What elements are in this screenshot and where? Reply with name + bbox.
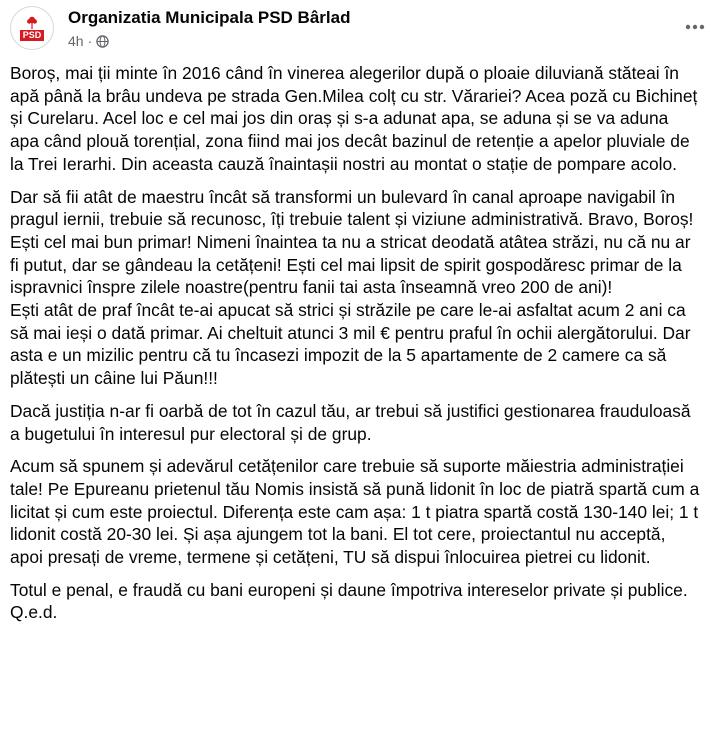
post-header [10, 6, 718, 52]
post-body [10, 62, 700, 634]
post-meta [68, 33, 109, 49]
page-avatar[interactable] [10, 6, 54, 50]
page-name-link[interactable]: Organizatia Municipala PSD Bârlad [68, 8, 351, 27]
logo-text: PSD [20, 30, 45, 41]
post-paragraph: Boroș, mai ții minte în 2016 când în vinerea alegerilor după o ploaie diluviană stăteai în apă până la brâu undeva pe strada Gen.Milea colț cu str. Vărariei? Acea poză cu Bichineț și Curelaru. Acel loc e cel mai jos din oraș și s-a adunat apa, se aduna și se va aduna apa când plouă torențial, zona fiind mai jos decât bazinul de retenție a apelor pluviale de la Trei Ierarhi. Din aceasta cauză înaintașii nostri au montat o stație de pompare acolo. [10, 63, 698, 174]
post-paragraph: Dacă justiția n-ar fi oarbă de tot în cazul tău, ar trebui să justifici gestionarea frauduloasă a bugetului în interesul pur electoral și de grup. [10, 400, 691, 444]
post-paragraph: Totul e penal, e fraudă cu bani europeni și daune împotriva intereselor private și publice. Q.e.d. [10, 579, 688, 623]
psd-rose-icon [24, 15, 40, 29]
meta-separator: · [87, 33, 93, 49]
more-options-button[interactable] [680, 12, 710, 42]
post-timestamp[interactable]: 4h [68, 33, 84, 49]
post-paragraph: Acum să spunem și adevărul cetățenilor care trebuie să suporte măiestria administrației tale! Pe Epureanu prietenul tău Nomis insistă să pună lidonit în loc de piatră spartă cum a licitat și cum este proiectul. Diferența este cam așa: 1 t piatra spartă costă 130-140 lei; 1 t lidonit costă 20-30 lei. Și așa ajungem tot la bani. El tot cere, proiectantul nu acceptă, apoi presați de vreme, termene și cetățeni, TU să dispui înlocuirea pietrei cu lidonit. [10, 456, 700, 568]
globe-icon[interactable] [96, 35, 109, 48]
more-options-icon [685, 24, 705, 30]
post-paragraph: Dar să fii atât de maestru încât să transformi un bulevard în canal aproape navigabil în pragul iernii, trebuie să recunosc, îți trebuie talent și viziune administrativă. Bravo, Boroș! Ești cel mai bun primar! Nimeni înaintea ta nu a stricat deodată atâtea străzi, nu că nu ar fi putut, dar se gândeau la cetățeni! Ești cel mai lipsit de spirit gospodăresc primar de la ispravnici înspre zilele noastre(pentru fanii tai asta înseamnă vreo 200 de ani)! Ești atât de praf încât te-ai apucat să strici și străzile pe care le-ai asfaltat acum 2 ani ca să mai ieși o dată primar. Ai cheltuit atunci 3 mil € pentru praful în ochii alergătorului. Dar asta e un mizilic pentru că tu încasezi impozit de la 5 apartamente de 2 camere ca să plătești un câine lui Păun!!! [10, 186, 694, 389]
